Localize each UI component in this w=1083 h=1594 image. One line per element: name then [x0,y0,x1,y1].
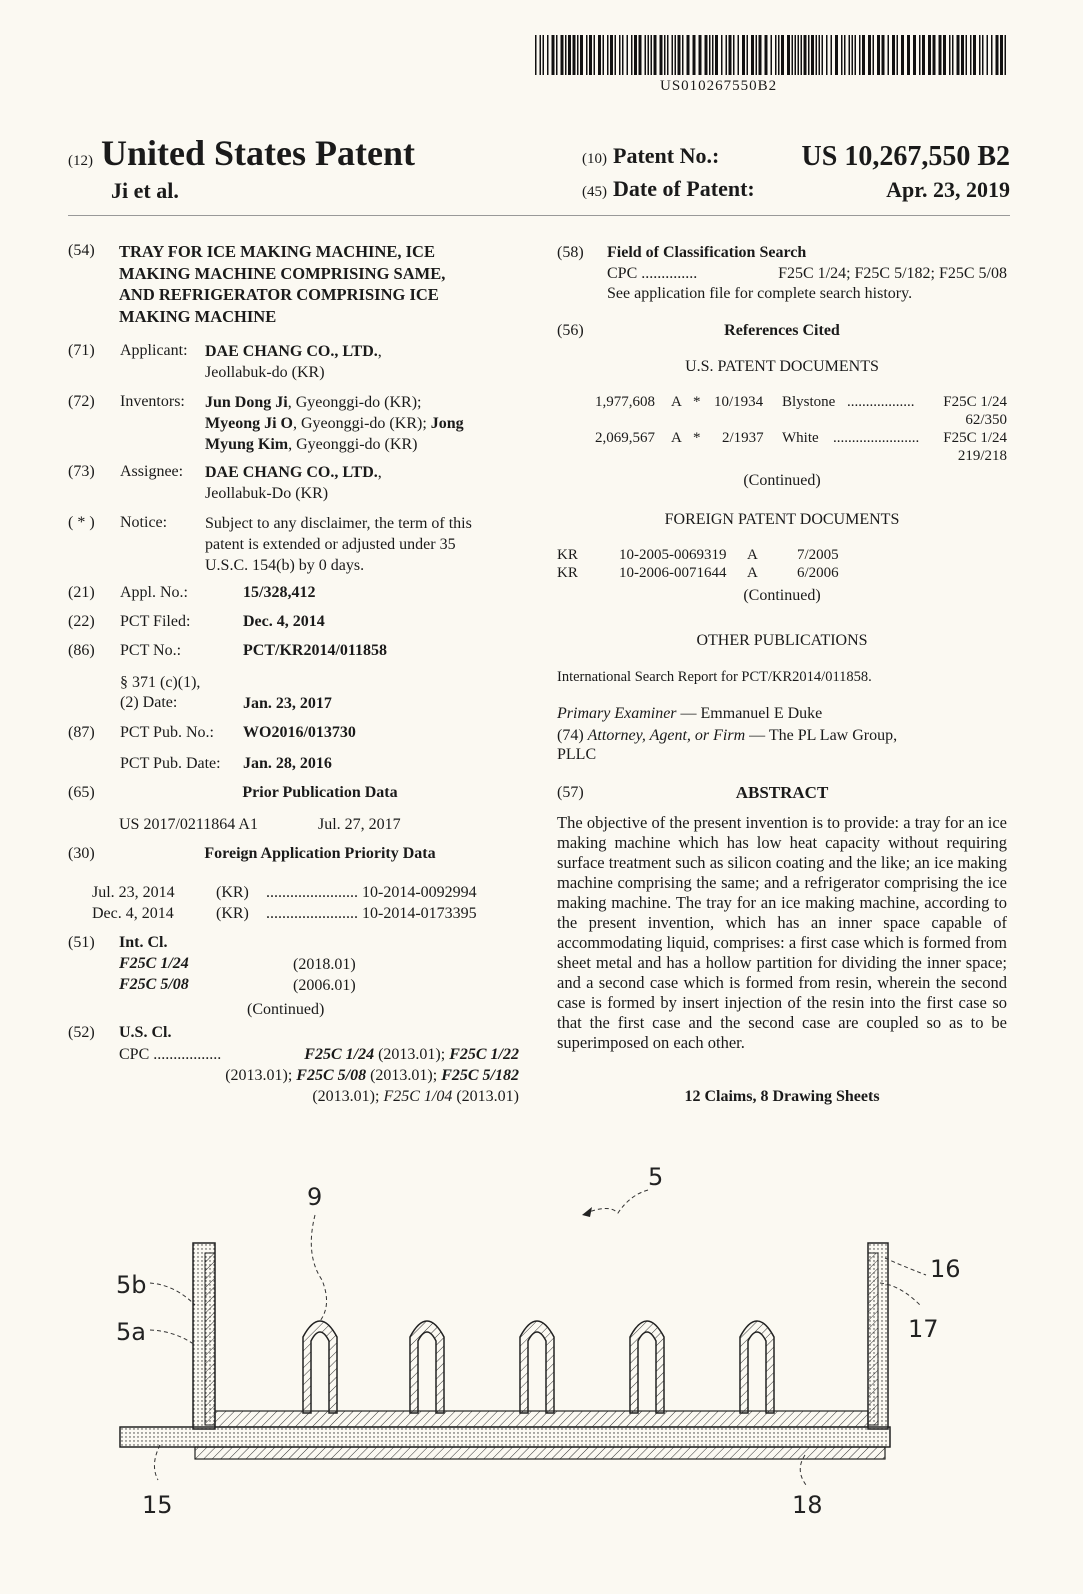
inventor-location: , Gyeonggi-do (KR) [288,436,418,453]
attorney-label: Attorney, Agent, or Firm [587,727,746,744]
barcode-bar [939,35,942,75]
barcode-bar [775,35,777,75]
barcode-bar [667,35,669,75]
leader [311,1215,326,1321]
int-cl-code: F25C 1/24 [119,955,189,972]
barcode-bar [699,35,702,75]
barcode-bar [565,35,567,75]
applicant [205,341,382,383]
fp-number: 10-2005-0069319 [619,547,727,563]
title-line: MAKING MACHINE COMPRISING SAME, [119,263,446,283]
notice-line: patent is extended or adjusted under 35 [205,536,456,553]
continued-note: (Continued) [247,1001,325,1018]
inventor-name: Jong [430,415,464,432]
continued-note: (Continued) [743,587,821,604]
barcode-bar [933,35,936,75]
references-heading: References Cited [724,322,840,339]
ref-label-16: 16 [930,1255,961,1283]
fp-country: KR [557,547,578,563]
inid-52: (52) [68,1024,95,1041]
barcode-bar [619,35,621,75]
barcode-bar [631,35,633,75]
barcode-bar [831,35,833,75]
barcode-bar [826,35,828,75]
examiner-line [557,704,822,724]
priority-date: Jul. 23, 2014 [92,884,175,901]
barcode-bar [957,35,960,75]
barcode-bar [771,35,773,75]
ref-class: 62/350 [965,412,1007,428]
header-divider [68,215,1010,216]
barcode-graphic [535,35,1010,75]
cpc-code: F25C 1/24 [304,1046,375,1063]
other-publication: International Search Report for PCT/KR2014/011858. [557,669,872,685]
representative-drawing [100,1155,980,1545]
prior-pub-date: Jul. 27, 2017 [318,816,401,833]
patent-no-label: Patent No.: [613,143,720,168]
ref-star: * [693,430,701,446]
inid-22: (22) [68,613,95,630]
barcode-bar [552,35,555,75]
barcode-bar [729,35,732,75]
cpc-version: (2013.01); [312,1088,384,1105]
invention-title [119,241,445,327]
appl-no: 15/328,412 [243,584,316,601]
barcode-bar [586,35,588,75]
assignee [205,462,382,504]
inid-65: (65) [68,784,95,801]
ref-name: White [782,430,819,446]
barcode-bar [627,35,629,75]
barcode-bar [811,35,814,75]
arrow-head [582,1207,592,1217]
notice-line: Subject to any disclaimer, the term of this [205,515,472,532]
barcode-bar [970,35,972,75]
cpc-code: F25C 5/08 [296,1067,367,1084]
pct-no: PCT/KR2014/011858 [243,642,388,659]
title-line: AND REFRIGERATOR COMPRISING ICE [119,285,439,304]
barcode-bar [987,35,989,75]
barcode-bar [949,35,951,75]
barcode-bar [715,35,718,75]
barcode-bar [897,35,899,75]
patent-title-header [68,132,415,174]
cpc-codes: F25C 1/24; F25C 5/182; F25C 5/08 [778,265,1007,282]
barcode-bar [610,35,613,75]
inventor-name: Myung Kim [205,436,289,453]
appl-no-label: Appl. No.: [120,584,188,601]
int-cl-label: Int. Cl. [119,934,168,951]
fp-kind: A [747,547,758,563]
other-pubs-heading: OTHER PUBLICATIONS [696,632,868,649]
fp-date: 6/2006 [797,565,839,581]
ref-label-5a: 5a [116,1318,146,1346]
ref-label-5b: 5b [116,1271,147,1299]
barcode-bar [952,35,954,75]
barcode-bar [973,35,976,75]
barcode-bar [648,35,650,75]
us-cl-cpc [119,1044,519,1107]
barcode-bar [795,35,797,75]
barcode-bar [849,35,851,75]
barcode-bar [877,35,880,75]
barcode-bar [603,35,605,75]
inventor-location: , Gyeonggi-do (KR); [287,394,422,411]
authors: Ji et al. [111,178,179,203]
cpc-code: F25C 5/182 [441,1067,519,1084]
barcode-bar [781,35,784,75]
barcode-bar [816,35,818,75]
ref-label-18: 18 [792,1491,823,1519]
barcode-bar [798,35,800,75]
base-plate [120,1427,890,1447]
barcode-bar [844,35,846,75]
barcode-bar [721,35,723,75]
pct-filed-date: Dec. 4, 2014 [243,613,325,630]
cpc-label: CPC [607,265,638,282]
barcode-bar [577,35,579,75]
field-search-cpc [607,264,1007,284]
attorney-name-cont: PLLC [557,746,597,763]
barcode-bar [751,35,754,75]
leader-dots: ....................... [266,905,358,922]
assignee-location: Jeollabuk-Do (KR) [205,485,329,502]
cpc-label: CPC [119,1046,150,1063]
barcode-bar [922,35,925,75]
inid-30: (30) [68,845,95,862]
ref-class: F25C 1/24 [943,430,1007,446]
ref-number: 2,069,567 [595,430,655,446]
prior-pub-no: US 2017/0211864 A1 [119,816,258,833]
barcode-bar [589,35,592,75]
title-line: TRAY FOR ICE MAKING MACHINE, ICE [119,242,435,261]
barcode-bar [979,35,981,75]
s371-date-label: (2) Date: [120,694,178,711]
continued-note: (Continued) [743,472,821,489]
leader-dots: .............. [641,265,698,282]
priority-table [92,882,477,924]
inventor-name: Myeong Ji O [205,415,293,432]
ref-date: 2/1937 [722,430,764,446]
leader [885,1258,926,1275]
cpc-code: F25C 1/04 [383,1088,453,1105]
assignee-name: DAE CHANG CO., LTD. [205,464,378,481]
barcode-bar [756,35,758,75]
barcode-bar [982,35,984,75]
barcode-bar [547,35,549,75]
barcode-bar [778,35,780,75]
barcode-bar [580,35,583,75]
barcode-bar [961,35,964,75]
barcode-bar [561,35,564,75]
ref-star: * [693,394,701,410]
barcode-bar [901,35,904,75]
barcode-bar [792,35,794,75]
inid-56: (56) [557,322,584,339]
pct-pub-date: Jan. 28, 2016 [243,755,332,772]
leader-dots: ....................... [833,430,920,446]
inid-21: (21) [68,584,95,601]
barcode-bar [892,35,895,75]
ref-class: 219/218 [957,448,1007,464]
inid-code: (10) [582,151,607,167]
inid-57: (57) [557,784,584,801]
pct-pub-label: PCT Pub. No.: [120,724,214,741]
barcode-bar [1005,35,1007,75]
s371-label: § 371 (c)(1), [120,674,201,691]
pct-no-label: PCT No.: [120,642,182,659]
barcode-bar [672,35,674,75]
barcode-bar [675,35,677,75]
barcode [535,35,1010,75]
reference-labels [116,1163,961,1519]
inid-code: (45) [582,184,607,200]
applicant-location: Jeollabuk-do (KR) [205,364,325,381]
barcode-bar [765,35,768,75]
barcode-bar [639,35,642,75]
barcode-bar [943,35,946,75]
barcode-bar [687,35,690,75]
barcode-bar [966,35,968,75]
barcode-bar [787,35,790,75]
assignee-label: Assignee: [120,463,184,480]
cpc-version: (2013.01); [366,1067,442,1084]
barcode-bar [535,35,537,75]
inid-86: (86) [68,642,95,659]
abstract-heading: ABSTRACT [735,783,829,802]
barcode-bar [705,35,708,75]
notice-label: Notice: [120,514,168,531]
fp-number: 10-2006-0071644 [619,565,727,581]
barcode-bar [556,35,558,75]
barcode-bar [888,35,890,75]
partition [410,1321,444,1413]
barcode-bar [607,35,609,75]
inid-58: (58) [557,244,584,261]
barcode-bar [868,35,871,75]
document-type: United States Patent [101,133,415,173]
leader [150,1283,195,1305]
barcode-bar [913,35,916,75]
barcode-bar [835,35,838,75]
partitions [303,1321,774,1413]
inid-51: (51) [68,934,95,951]
barcode-bar [808,35,810,75]
field-search-heading: Field of Classification Search [607,244,807,261]
base-layer [195,1447,885,1459]
inid-54: (54) [68,242,95,259]
barcode-bar [654,35,657,75]
barcode-bar [852,35,854,75]
pct-pub-date-label: PCT Pub. Date: [120,755,221,772]
cpc-version: (2013.01) [452,1088,519,1105]
ref-label-5: 5 [648,1163,664,1191]
partition [740,1321,774,1413]
barcode-bar [738,35,740,75]
priority-row [92,903,477,924]
partition [630,1321,664,1413]
us-cl-label: U.S. Cl. [119,1024,172,1041]
inid-74: (74) [557,727,588,744]
partition [520,1321,554,1413]
barcode-bar [822,35,824,75]
barcode-number: US010267550B2 [660,78,778,94]
barcode-bar [594,35,596,75]
priority-date: Dec. 4, 2014 [92,905,174,922]
foreign-priority-heading: Foreign Application Priority Data [204,845,436,862]
leader-dots: .................. [847,394,915,410]
attorney-line [557,726,897,746]
inid-code: (12) [68,153,93,169]
leader [154,1445,160,1480]
priority-country: (KR) [216,905,249,922]
barcode-bar [645,35,647,75]
inid-87: (87) [68,724,95,741]
ref-kind: A [671,394,682,410]
ref-name: Blystone [782,394,836,410]
barcode-bar [1000,35,1003,75]
date-label: Date of Patent: [613,176,755,201]
barcode-bar [712,35,714,75]
barcode-bar [726,35,728,75]
inid-72: (72) [68,393,95,410]
barcode-bar [651,35,653,75]
notice-line: U.S.C. 154(b) by 0 days. [205,557,365,574]
barcode-bar [664,35,666,75]
barcode-bar [928,35,931,75]
barcode-bar [882,35,885,75]
barcode-bar [598,35,601,75]
notice-text [205,513,520,576]
barcode-bar [919,35,921,75]
barcode-bar [733,35,735,75]
pct-pub-no: WO2016/013730 [243,724,356,741]
barcode-bar [682,35,684,75]
cpc-code: F25C 1/22 [449,1046,519,1063]
fp-country: KR [557,565,578,581]
barcode-bar [540,35,542,75]
barcode-bar [742,35,745,75]
leader [582,1190,648,1215]
barcode-bar [996,35,999,75]
priority-number: 10-2014-0173395 [362,905,477,922]
foreign-docs-heading: FOREIGN PATENT DOCUMENTS [664,511,900,528]
barcode-bar [873,35,875,75]
barcode-bar [907,35,910,75]
search-history-note: See application file for complete search history. [607,285,913,302]
ref-kind: A [671,430,682,446]
leader-dots: ....................... [266,884,358,901]
int-cl-version: (2006.01) [293,977,356,994]
separator: , [377,343,382,360]
pct-filed-label: PCT Filed: [120,613,191,630]
ref-label-17: 17 [908,1315,939,1343]
int-cl-version: (2018.01) [293,956,356,973]
inid-71: (71) [68,342,95,359]
priority-number: 10-2014-0092994 [362,884,477,901]
barcode-bar [801,35,803,75]
barcode-bar [862,35,865,75]
barcode-bar [568,35,571,75]
priority-country: (KR) [216,884,249,901]
barcode-bar [573,35,576,75]
examiner-name: — Emmanuel E Duke [676,705,823,722]
ref-date: 10/1934 [714,394,764,410]
cpc-version: (2013.01); [374,1046,450,1063]
notice-marker: ( * ) [68,514,95,531]
ref-class: F25C 1/24 [943,394,1007,410]
us-docs-heading: U.S. PATENT DOCUMENTS [685,358,879,375]
barcode-bar [759,35,762,75]
inventors [205,392,464,455]
applicant-name: DAE CHANG CO., LTD. [205,343,378,360]
attorney-name: — The PL Law Group, [745,727,898,744]
barcode-bar [709,35,711,75]
leader-dots: ................. [153,1046,222,1063]
barcode-bar [841,35,843,75]
fp-date: 7/2005 [797,547,839,563]
barcode-bar [622,35,624,75]
patent-date-label [582,176,755,202]
barcode-bar [543,35,545,75]
claims-summary: 12 Claims, 8 Drawing Sheets [684,1088,880,1105]
barcode-bar [859,35,861,75]
ref-number: 1,977,608 [595,394,655,410]
inid-73: (73) [68,463,95,480]
barcode-bar [804,35,807,75]
title-line: MAKING MACHINE [119,306,277,326]
inventors-label: Inventors: [120,393,185,410]
separator: , [377,464,382,481]
leader [150,1330,195,1345]
right-wall-inner [868,1253,878,1425]
inventor-location: , Gyeonggi-do (KR); [293,415,431,432]
left-wall-inner [205,1253,215,1425]
barcode-bar [855,35,857,75]
barcode-bar [678,35,681,75]
ref-label-9: 9 [307,1183,323,1211]
ref-label-15: 15 [142,1491,173,1519]
barcode-bar [615,35,617,75]
patent-date: Apr. 23, 2019 [886,177,1010,202]
barcode-bar [991,35,993,75]
inventor-name: Jun Dong Ji [205,394,288,411]
partition [303,1321,337,1413]
int-cl-code: F25C 5/08 [119,976,189,993]
barcode-bar [693,35,696,75]
applicant-label: Applicant: [120,342,188,359]
barcode-bar [634,35,637,75]
abstract-text: The objective of the present invention is to provide: a tray for an ice making machine which has low heat capacity without requiring surface treatment such as silicon coating and the like; an ice making machine comprising the same; and a refrigerator comprising the ice making machine. The tray for an ice making machine, according to the present invention, which has an inner space capable of accommodating liquid, comprises: a first case which is formed from sheet metal and has a hollow partition for dividing the inner space; and a second case which is formed from resin, wherein the second case is formed by insert injection of the resin into the first case so that the first case and the second case are coupled so as to be superimposed on each other. [557,813,1007,1052]
barcode-bar [660,35,663,75]
cpc-version: (2013.01); [225,1067,297,1084]
s371-date: Jan. 23, 2017 [243,695,332,712]
patent-number: US 10,267,550 B2 [801,141,1010,172]
priority-row [92,882,477,903]
prior-pub-heading: Prior Publication Data [242,784,398,801]
examiner-label: Primary Examiner [557,705,677,722]
fp-kind: A [747,565,758,581]
barcode-bar [819,35,821,75]
barcode-bar [747,35,749,75]
ice-tray-cross-section [100,1155,980,1545]
patent-number-label [582,143,719,169]
